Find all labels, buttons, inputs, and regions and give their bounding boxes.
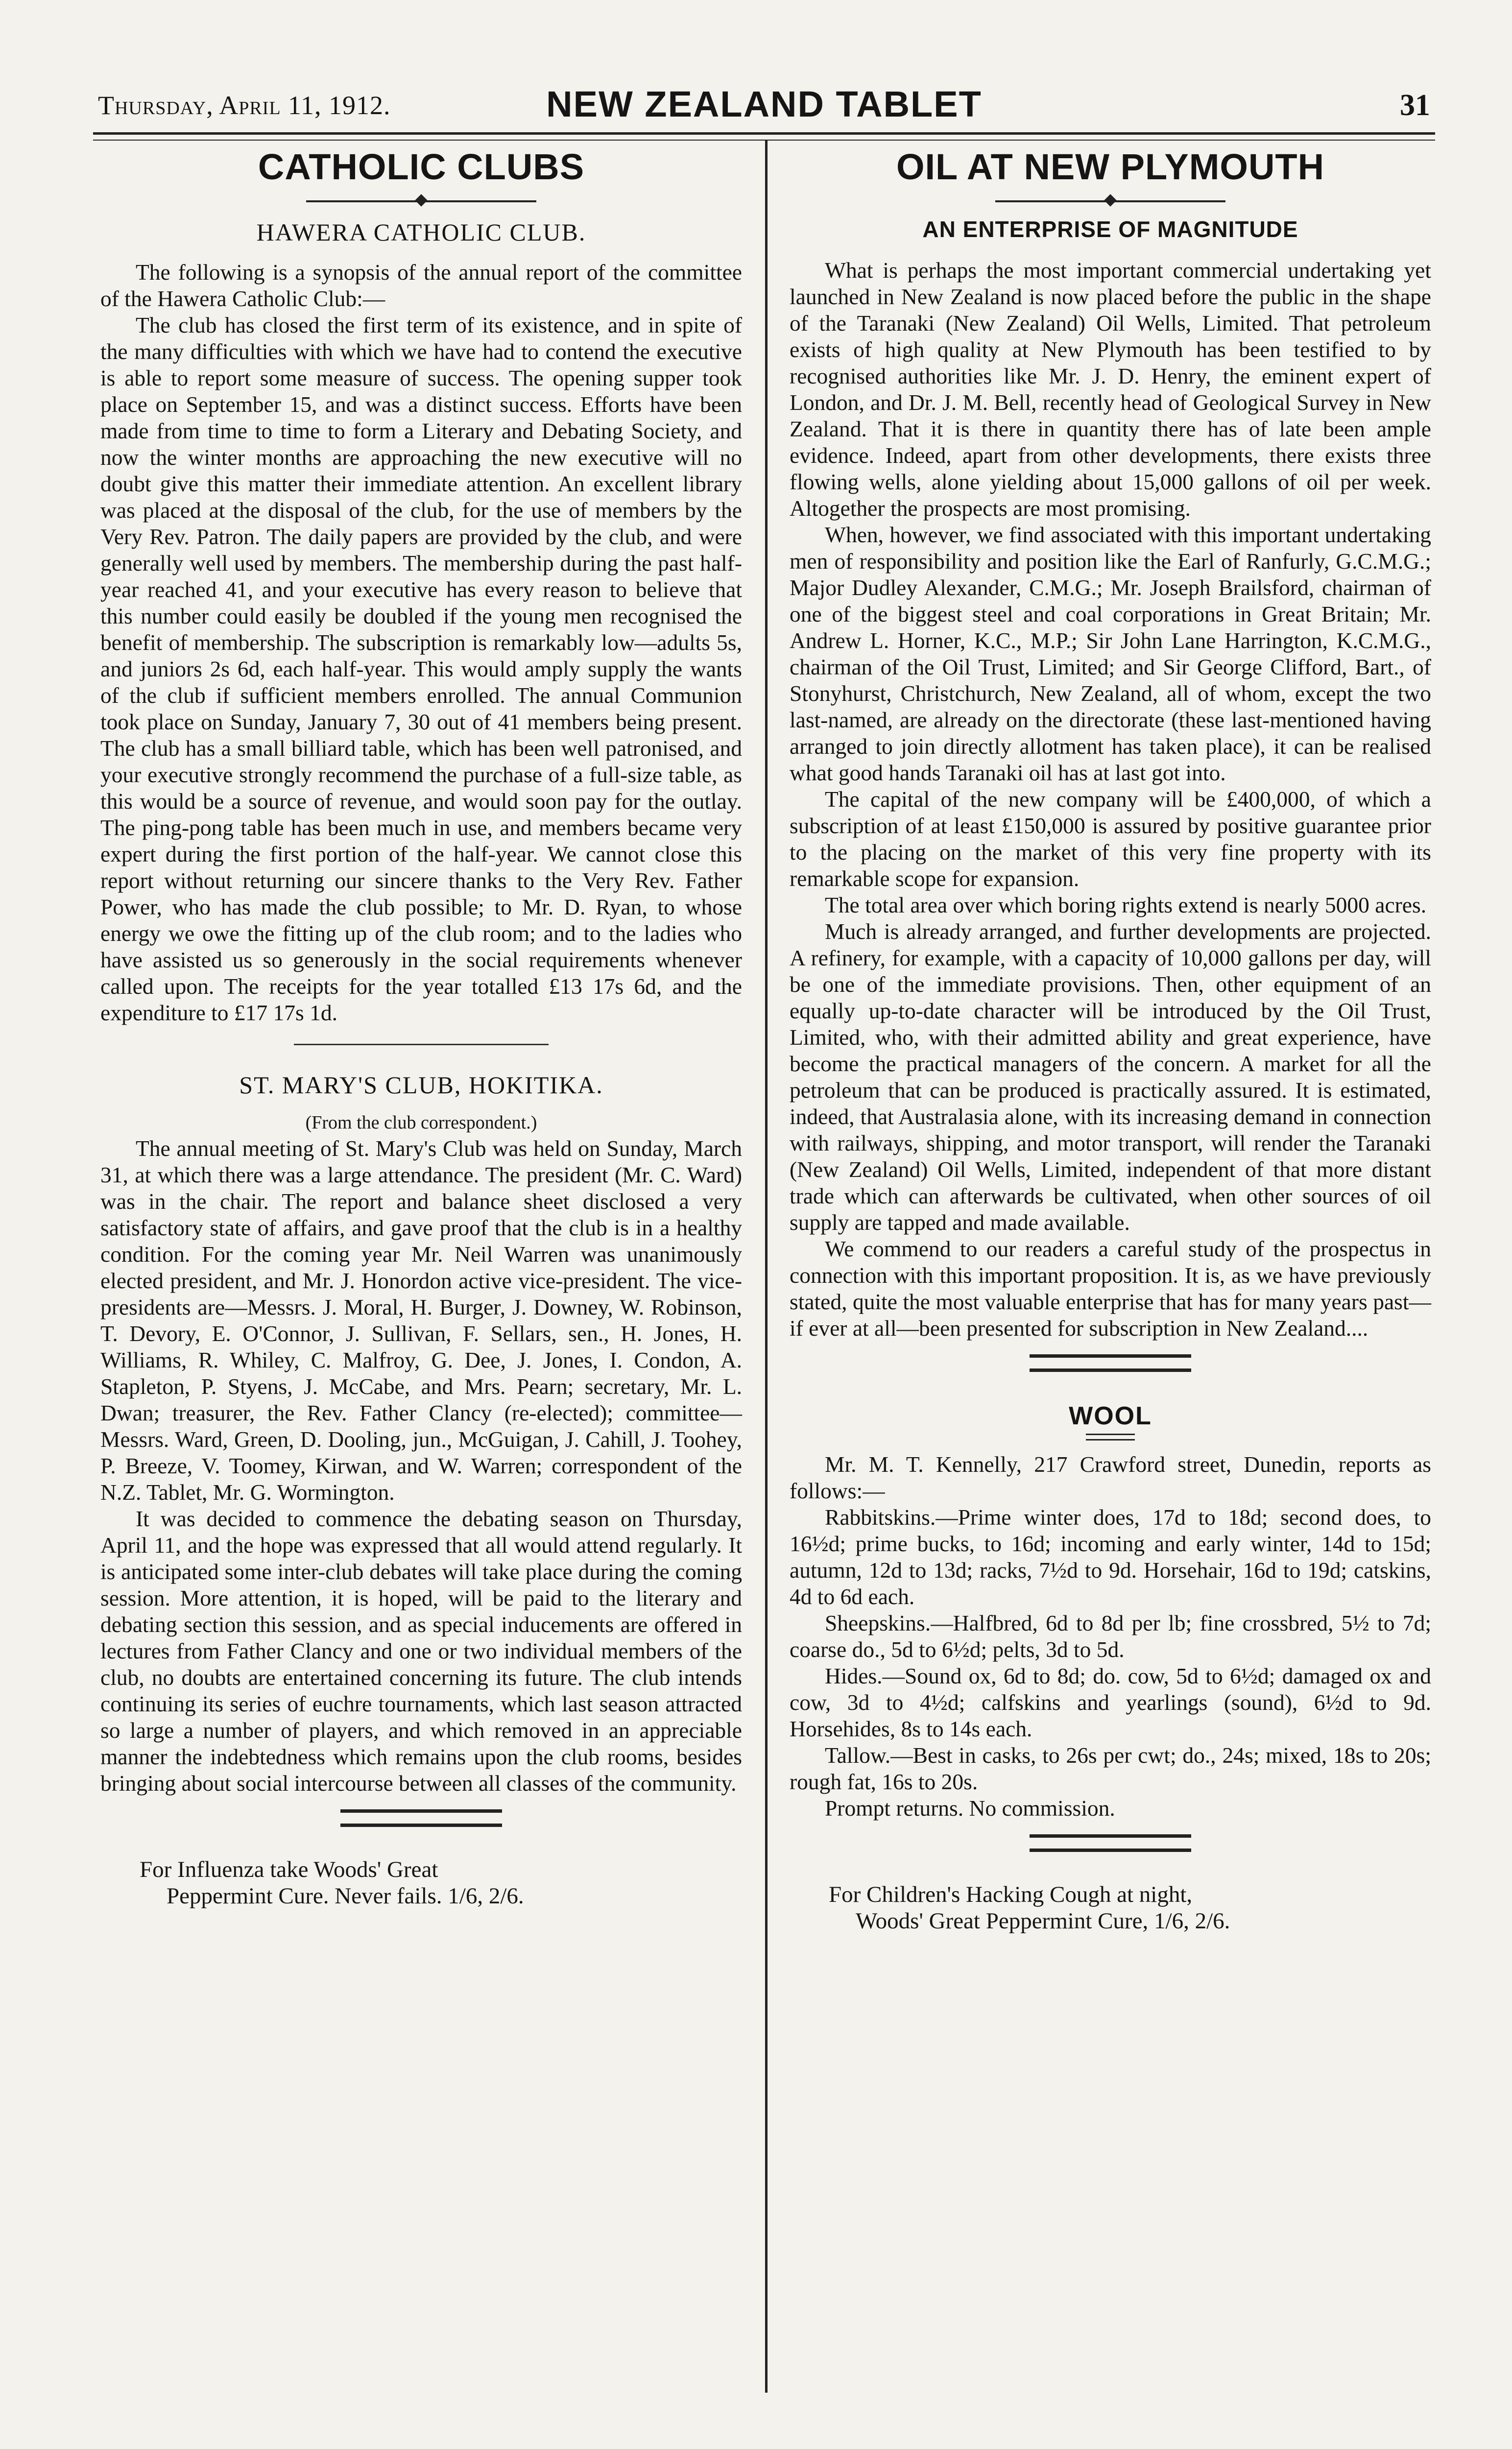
masthead [98,83,1430,127]
oil-paragraph: When, however, we find associated with this important undertaking men of responsibility and position like the Earl of Ranfurly, G.C.M.G.; Major Dudley Alexander, C.M.G.; Mr. Joseph Brailsford, chairman of one of the biggest steel and coal corporations in Great Britain; Mr. Andrew L. Horner, K.C., M.P.; Sir John Lane Harrington, K.C.M.G., chairman of the Oil Trust, Limited; and Sir George Clifford, Bart., of Stonyhurst, Christchurch, New Zealand, all of whom, except the two last-named, are already on the directorate (these last-mentioned having arranged to join directly allotment has taken place), it can be realised what good hands Taranaki oil has at last got into. [790,522,1431,785]
wool-paragraph: Prompt returns. No commission. [825,1796,1115,1821]
hawera-paragraph: The following is a synopsis of the annual report of the committee of the Hawera Catholic Club:— [100,260,742,311]
cough-advert [829,1881,1431,1934]
hokitika-paragraph: It was decided to commence the debating season on Thursday, April 11, and the hope was expressed that all would attend regularly. It is anticipated some inter-club debates will take place during the coming session. More attention, it is hoped, will be paid to the literary and debating section this session, and as special inducements are offered in lectures from Father Clancy and one or two individual members of the club, no doubts are entertained concerning its future. The club intends continuing its series of euchre tournaments, which last season attracted so large a number of players, and which removed in an appreciable manner the indebtedness which remains upon the club rooms, besides bringing about social intercourse between all classes of the community. [100,1506,742,1796]
ornament-rule [995,192,1225,211]
double-rule [1030,1354,1191,1372]
catholic-clubs-heading: CATHOLIC CLUBS [258,146,585,187]
wool-heading: WOOL [1069,1402,1152,1430]
influenza-advert [140,1856,742,1909]
column-divider [765,140,768,2393]
wool-paragraph: Sheepskins.—Halfbred, 6d to 8d per lb; fine crossbred, 5½ to 7d; coarse do., 5d to 6½d; pelts, 3d to 5d. [790,1610,1431,1662]
advert-line: For Children's Hacking Cough at night, [829,1882,1193,1907]
left-column [100,142,742,1909]
ornament-rule [306,192,536,211]
newspaper-title: NEW ZEALAND TABLET [546,84,982,124]
hawera-paragraph: The club has closed the first term of its existence, and in spite of the many difficulties with which we have had to contend the executive is able to report some measure of success. The opening supper took place on September 15, and was a distinct success. Efforts have been made from time to time to form a Literary and Debating Society, and now the winter months are approaching the new executive will no doubt give this matter their immediate attention. An excellent library was placed at the disposal of the club, for the use of members by the Very Rev. Patron. The daily papers are provided by the club, and were generally well used by members. The membership during the past half-year reached 41, and your executive has every reason to believe that this number could easily be doubled if the young men recognised the benefit of membership. The subscription is remarkably low—adults 5s, and juniors 2s 6d, each half-year. This would amply supply the wants of the club if sufficient members enrolled. The annual Communion took place on Sunday, January 7, 30 out of 41 members being present. The club has a small billiard table, which has been well patronised, and your executive strongly recommend the purchase of a full-size table, as this would be a source of revenue, and would soon pay for the outlay. The ping-pong table has been much in use, and members became very expert during the first portion of the half-year. We cannot close this report without returning our sincere thanks to the Very Rev. Father Power, who has made the club possible; to Mr. D. Ryan, to whose energy we owe the fitting up of the club room; and to the ladies who have assisted us so generously in the social requirements whenever called upon. The receipts for the year totalled £13 17s 6d, and the expenditure to £17 17s 1d. [100,312,742,1025]
wool-paragraph: Rabbitskins.—Prime winter does, 17d to 18d; second does, to 16½d; prime bucks, to 16d; incoming and early winter, 14d to 15d; autumn, 12d to 13d; racks, 7½d to 9d. Horsehair, 16d to 19d; catskins, 4d to 6d each. [790,1505,1431,1609]
correspondent-credit: (From the club correspondent.) [305,1112,537,1133]
advert-line: For Influenza take Woods' Great [140,1857,438,1882]
issue-date: Thursday, April 11, 1912. [98,91,391,120]
oil-paragraph: The capital of the new company will be £400,000, of which a subscription of at least £150,000 is assured by positive guarantee prior to the placing on the market of this very fine property with its remarkable scope for expansion. [790,787,1431,891]
double-rule [340,1809,502,1827]
hawera-club-subheading: HAWERA CATHOLIC CLUB. [256,218,586,246]
advert-line: Woods' Great Peppermint Cure, 1/6, 2/6. [856,1908,1230,1934]
oil-paragraph: We commend to our readers a careful study of the prospectus in connection with this important proposition. It is, as we have previously stated, quite the most valuable enterprise that has for many years past—if ever at all—been presented for subscription in New Zealand.... [790,1236,1431,1341]
masthead-rule [93,132,1435,141]
oil-subheading: AN ENTERPRISE OF MAGNITUDE [922,216,1298,242]
double-rule [1030,1834,1191,1852]
hokitika-paragraph: The annual meeting of St. Mary's Club was held on Sunday, March 31, at which there was a large attendance. The president (Mr. C. Ward) was in the chair. The report and balance sheet disclosed a very satisfactory state of affairs, and gave proof that the club is in a healthy condition. For the coming year Mr. Neil Warren was unanimously elected president, and Mr. J. Honordon active vice-president. The vice-presidents are—Messrs. J. Moral, H. Burger, J. Downey, W. Robinson, T. Devory, E. O'Connor, J. Sullivan, F. Sellars, sen., H. Jones, H. Williams, R. Whiley, C. Malfroy, G. Dee, J. Jones, I. Condon, A. Stapleton, P. Styens, J. McCabe, and Mrs. Pearn; secretary, Mr. L. Dwan; treasurer, the Rev. Father Clancy (re-elected); committee—Messrs. Ward, Green, D. Dooling, jun., McGuigan, J. Cahill, J. Toohey, P. Breeze, V. Toomey, Kirwan, and W. Warren; correspondent of the N.Z. Tablet, Mr. G. Wormington. [100,1136,742,1505]
oil-paragraph: Much is already arranged, and further developments are projected. A refinery, for example, with a capacity of 10,000 gallons per day, will be one of the immediate provisions. Then, other equipment of an equally up-to-date character will be introduced by the Oil Trust, Limited, who, with their admitted ability and great experience, have become the practical managers of the concern. A market for all the petroleum that can be produced is practically assured. It is estimated, indeed, that Australasia alone, with its increasing demand in connection with railways, shipping, and motor transport, will render the Taranaki (New Zealand) Oil Wells, Limited, independent of that more distant trade which can afterwards be cultivated, when other sources of oil supply are tapped and made available. [790,919,1431,1235]
section-divider [294,1044,549,1045]
advert-line: Peppermint Cure. Never fails. 1/6, 2/6. [167,1883,524,1909]
oil-paragraph: The total area over which boring rights extend is nearly 5000 acres. [825,892,1427,917]
wool-rule [1086,1434,1135,1441]
oil-paragraph: What is perhaps the most important commercial undertaking yet launched in New Zealand is now placed before the public in the shape of the Taranaki (New Zealand) Oil Wells, Limited. That petroleum exists of high quality at New Plymouth has been testified to by recognised authorities like Mr. J. D. Henry, the eminent expert of London, and Dr. J. M. Bell, recently head of Geological Survey in New Zealand. That it is there in quantity there has of late been ample evidence. Indeed, apart from other developments, there exists three flowing wells, alone yielding about 15,000 gallons of oil per week. Altogether the prospects are most promising. [790,258,1431,521]
wool-paragraph: Tallow.—Best in casks, to 26s per cwt; do., 24s; mixed, 18s to 20s; rough fat, 16s to 20s. [790,1743,1431,1794]
wool-paragraph: Mr. M. T. Kennelly, 217 Crawford street, Dunedin, reports as follows:— [790,1452,1431,1503]
wool-paragraph: Hides.—Sound ox, 6d to 8d; do. cow, 5d to 6½d; damaged ox and cow, 3d to 4½d; calfskins and yearlings (sound), 6½d to 9d. Horsehides, 8s to 14s each. [790,1663,1431,1741]
page-number: 31 [1400,89,1430,122]
hokitika-club-subheading: ST. MARY'S CLUB, HOKITIKA. [239,1071,603,1099]
right-column [790,142,1431,1934]
oil-heading: OIL AT NEW PLYMOUTH [896,146,1325,187]
